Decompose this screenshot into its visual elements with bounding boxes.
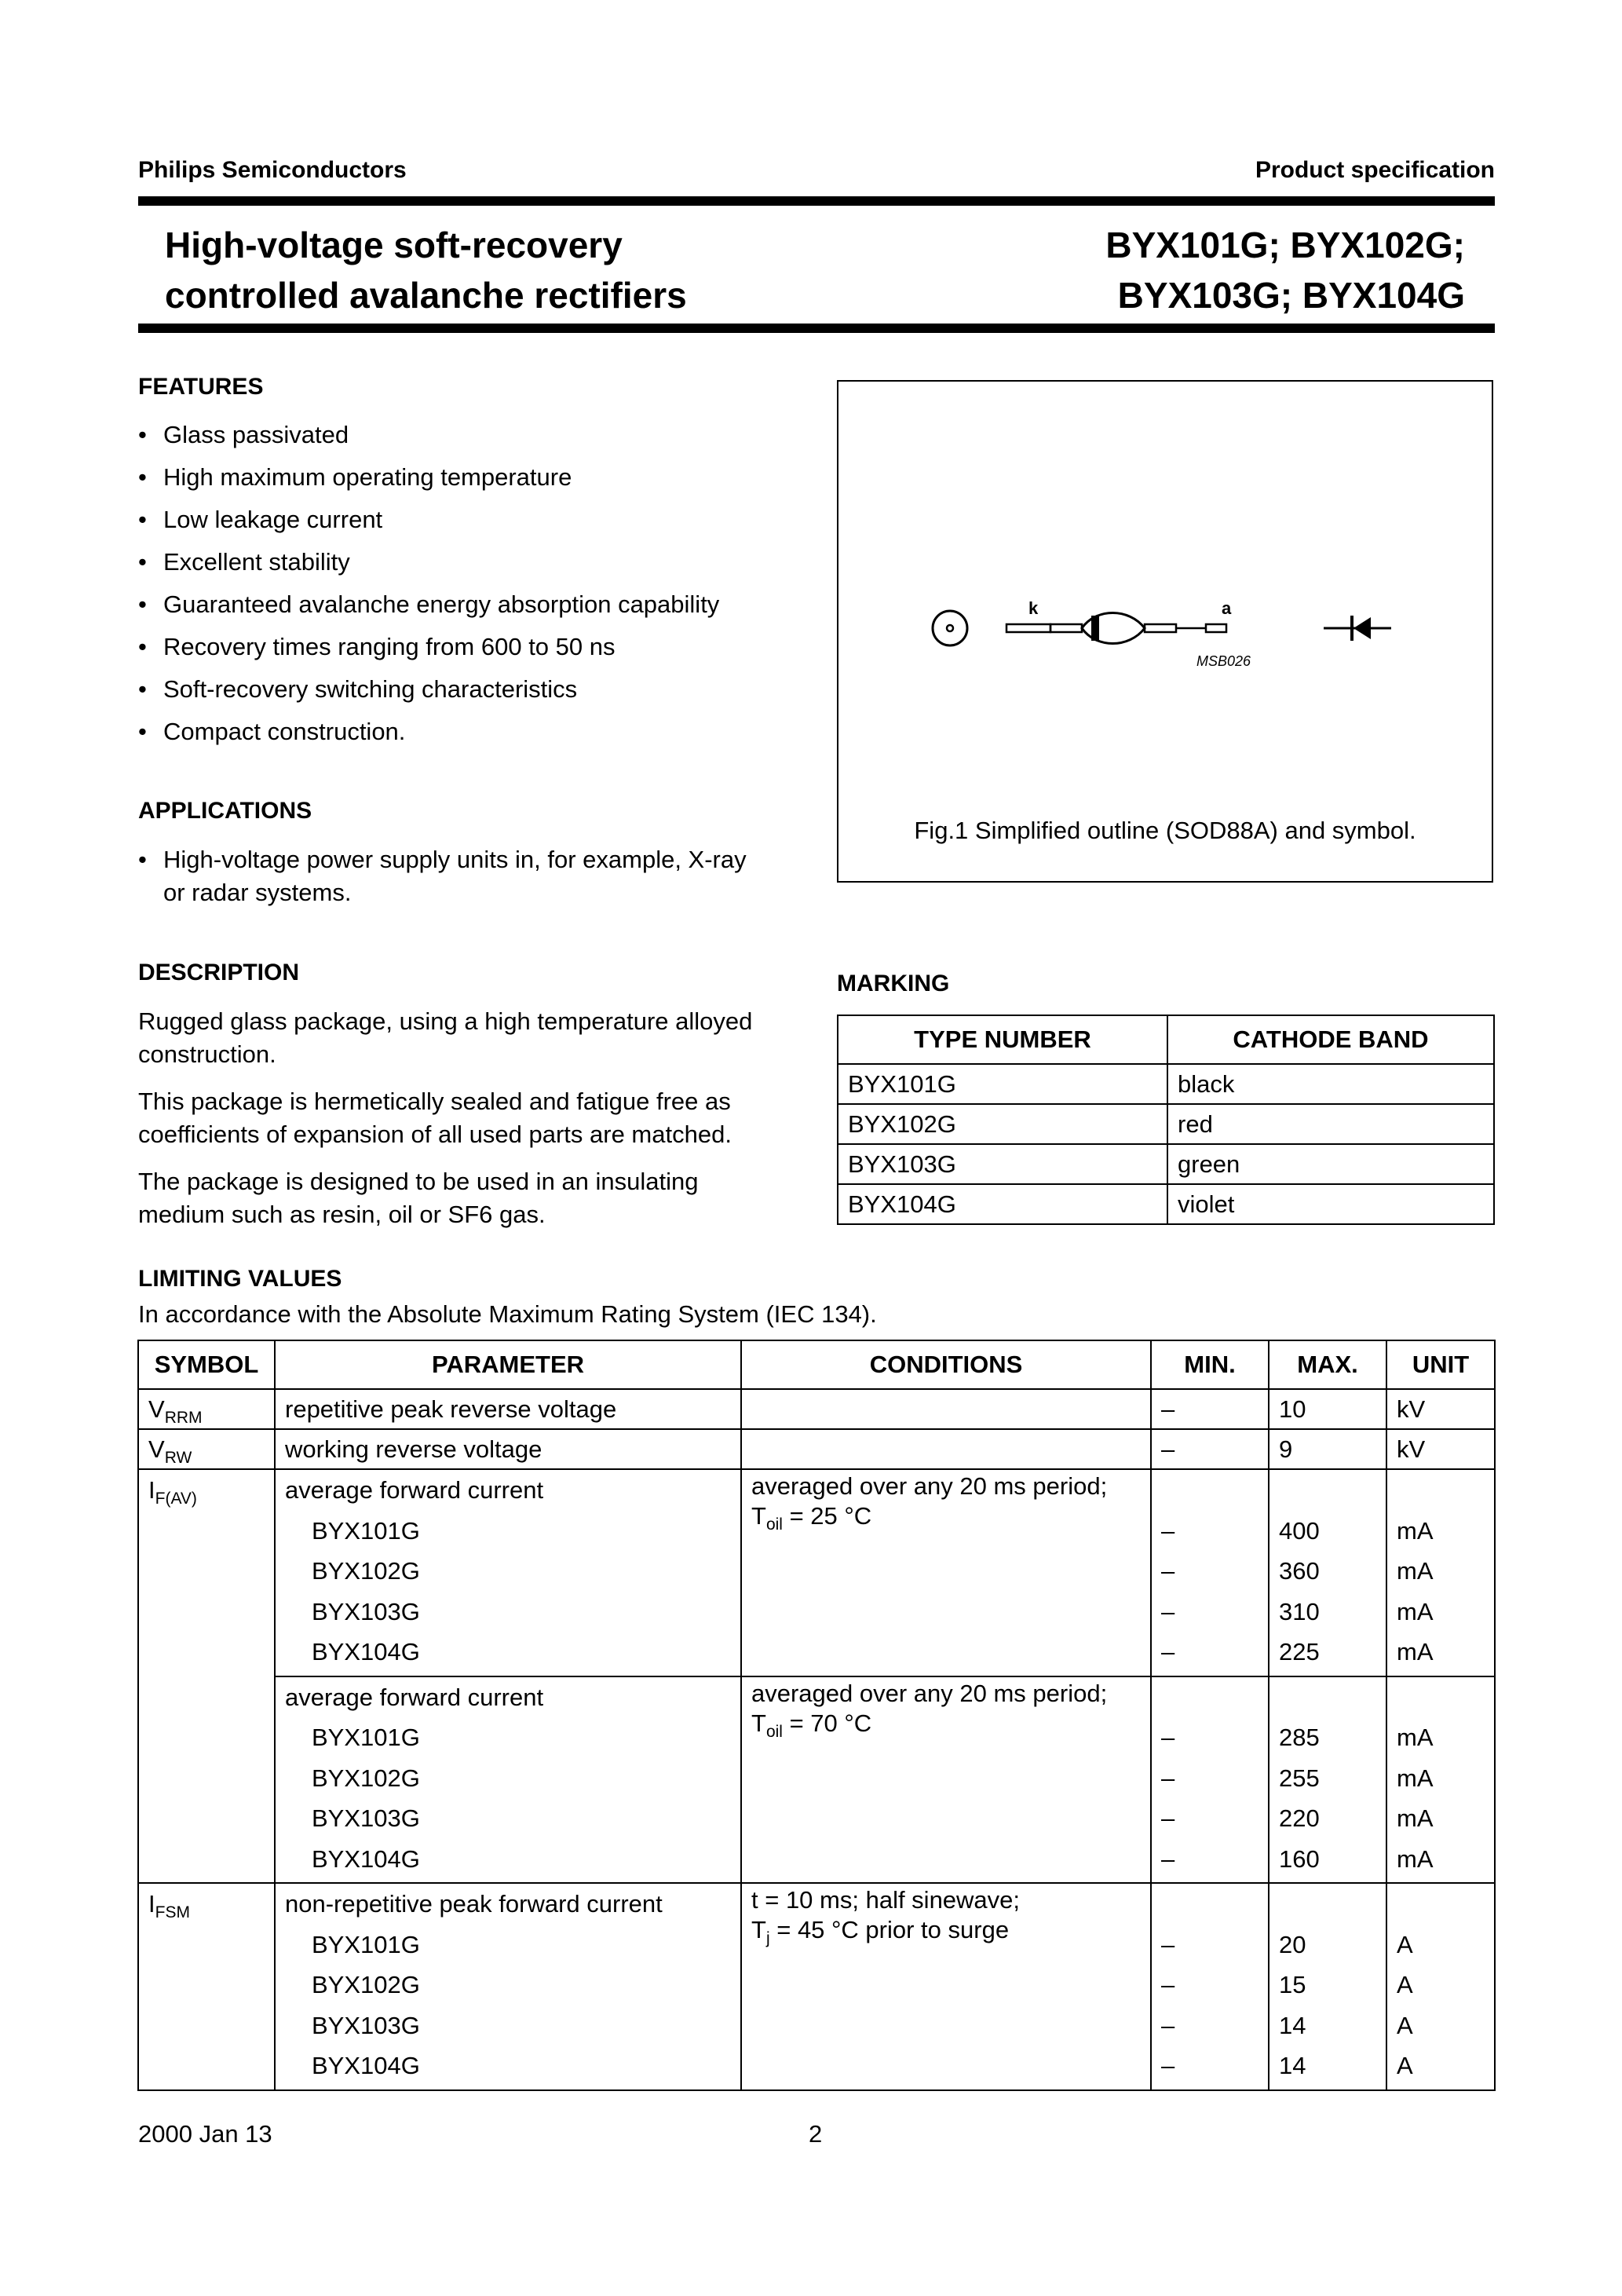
- cell-max: 400 360 310 225: [1269, 1469, 1386, 1676]
- figure-caption: Fig.1 Simplified outline (SOD88A) and symbol.: [914, 817, 1416, 844]
- cell-parameter: repetitive peak reverse voltage: [275, 1389, 741, 1429]
- cell-unit: mA mA mA mA: [1386, 1676, 1495, 1884]
- cell-min: – – – –: [1151, 1883, 1269, 2090]
- cell-symbol: $I_{FSM}$: [138, 1883, 275, 2090]
- company-name: Philips Semiconductors: [138, 157, 407, 183]
- cell-conditions: averaged over any 20 ms period; $T_{oil} = 25$ °C: [741, 1469, 1151, 1676]
- table-row: [838, 1144, 1494, 1184]
- cell-type: BYX102G: [838, 1104, 1167, 1144]
- table-header-row: [838, 1015, 1494, 1064]
- desc-p2-l1: This package is hermetically sealed and fatigue free as: [138, 1088, 731, 1115]
- cathode-band-mark: [1091, 616, 1099, 641]
- table-row: [138, 1429, 1495, 1469]
- marking-heading: MARKING: [837, 971, 950, 996]
- cell-min: –: [1151, 1389, 1269, 1429]
- cell-type: BYX103G: [838, 1144, 1167, 1184]
- col-type-number: TYPE NUMBER: [838, 1015, 1167, 1064]
- document-type: Product specification: [1255, 157, 1495, 183]
- desc-p2-l2: coefficients of expansion of all used parts are matched.: [138, 1121, 732, 1148]
- cell-min: –: [1151, 1429, 1269, 1469]
- features-heading: FEATURES: [138, 374, 264, 400]
- col-parameter: PARAMETER: [275, 1340, 741, 1389]
- cathode-lead: [1006, 624, 1050, 632]
- table-row: [138, 1389, 1495, 1429]
- col-max: MAX.: [1269, 1340, 1386, 1389]
- cell-max: 10: [1269, 1389, 1386, 1429]
- cell-conditions: averaged over any 20 ms period; $T_{oil} = 70$ °C: [741, 1676, 1151, 1884]
- limiting-intro: In accordance with the Absolute Maximum Rating System (IEC 134).: [138, 1300, 877, 1328]
- cell-type: BYX104G: [838, 1184, 1167, 1224]
- limiting-values-table: [137, 1340, 1496, 2091]
- cathode-lead-inner: [1050, 624, 1082, 632]
- bullet: •: [138, 846, 147, 873]
- table-row: [138, 1883, 1495, 2090]
- cell-band: violet: [1167, 1184, 1494, 1224]
- cell-band: black: [1167, 1064, 1494, 1104]
- applications-heading: APPLICATIONS: [138, 798, 312, 824]
- list-item: • Recovery times ranging from 600 to 50 ns: [138, 626, 813, 668]
- anode-lead-inner: [1145, 624, 1176, 632]
- title-rule: [138, 324, 1495, 333]
- description-text: [138, 1005, 829, 1231]
- cell-type: BYX101G: [838, 1064, 1167, 1104]
- cell-band: red: [1167, 1104, 1494, 1144]
- cell-unit: kV: [1386, 1429, 1495, 1469]
- list-item: • Glass passivated: [138, 414, 813, 456]
- list-item: • Guaranteed avalanche energy absorption capability: [138, 583, 813, 626]
- cell-symbol: $I_{F(AV)}$: [138, 1469, 275, 1883]
- table-row: [138, 1469, 1495, 1676]
- cell-max: 20 15 14 14: [1269, 1883, 1386, 2090]
- cell-symbol: $V_{RW}$: [138, 1429, 275, 1469]
- desc-p3-l1: The package is designed to be used in an insulating: [138, 1168, 699, 1195]
- list-item: • Low leakage current: [138, 499, 813, 541]
- parts-line-1: BYX101G; BYX102G;: [1105, 225, 1465, 265]
- desc-p1-l1: Rugged glass package, using a high temperature alloyed: [138, 1007, 753, 1035]
- limiting-heading: LIMITING VALUES: [138, 1266, 342, 1292]
- end-view-center: [947, 625, 953, 631]
- cell-parameter: working reverse voltage: [275, 1429, 741, 1469]
- document-title: [165, 220, 687, 320]
- diode-symbol-icon: [1353, 617, 1371, 639]
- col-cathode-band: CATHODE BAND: [1167, 1015, 1494, 1064]
- outline-drawing: [837, 380, 1493, 820]
- col-min: MIN.: [1151, 1340, 1269, 1389]
- title-line-2: controlled avalanche rectifiers: [165, 275, 687, 316]
- cell-max: 285 255 220 160: [1269, 1676, 1386, 1884]
- list-item: • Excellent stability: [138, 541, 813, 583]
- cell-min: – – – –: [1151, 1469, 1269, 1676]
- list-item: • Compact construction.: [138, 711, 813, 753]
- cell-symbol: $V_{RRM}$: [138, 1389, 275, 1429]
- cell-unit: kV: [1386, 1389, 1495, 1429]
- page-number: 2: [809, 2120, 823, 2148]
- cell-parameter: average forward current BYX101G BYX102G BYX103G BYX104G: [275, 1676, 741, 1884]
- col-unit: UNIT: [1386, 1340, 1495, 1389]
- description-heading: DESCRIPTION: [138, 960, 300, 985]
- parts-line-2: BYX103G; BYX104G: [1117, 275, 1465, 316]
- col-symbol: SYMBOL: [138, 1340, 275, 1389]
- label-k: k: [1028, 598, 1039, 618]
- desc-p1-l2: construction.: [138, 1040, 276, 1068]
- cell-conditions: t = 10 ms; half sinewave; $T_j = 45$ °C prior to surge: [741, 1883, 1151, 2090]
- cell-min: – – – –: [1151, 1676, 1269, 1884]
- list-item: • High maximum operating temperature: [138, 456, 813, 499]
- applications-line-2: or radar systems.: [163, 879, 352, 906]
- cell-parameter: average forward current BYX101G BYX102G BYX103G BYX104G: [275, 1469, 741, 1676]
- figure-code: MSB026: [1196, 653, 1251, 669]
- label-a: a: [1222, 598, 1232, 618]
- list-item: • Soft-recovery switching characteristics: [138, 668, 813, 711]
- table-header-row: [138, 1340, 1495, 1389]
- cell-unit: A A A A: [1386, 1883, 1495, 2090]
- table-row: [838, 1064, 1494, 1104]
- cell-unit: mA mA mA mA: [1386, 1469, 1495, 1676]
- table-row: [838, 1104, 1494, 1144]
- part-numbers: [1105, 220, 1465, 320]
- anode-lead: [1206, 624, 1226, 632]
- desc-p3-l2: medium such as resin, oil or SF6 gas.: [138, 1201, 546, 1228]
- cell-parameter: non-repetitive peak forward current BYX101G BYX102G BYX103G BYX104G: [275, 1883, 741, 2090]
- end-view-circle: [933, 611, 967, 645]
- marking-table: [837, 1015, 1495, 1225]
- features-list: [138, 414, 813, 753]
- table-row: [838, 1184, 1494, 1224]
- cell-conditions: [741, 1429, 1151, 1469]
- header-rule: [138, 196, 1495, 206]
- footer-date: 2000 Jan 13: [138, 2120, 272, 2148]
- table-row: [138, 1676, 1495, 1884]
- title-line-1: High-voltage soft-recovery: [165, 225, 623, 265]
- applications-line-1: High-voltage power supply units in, for example, X-ray: [163, 846, 747, 873]
- cell-band: green: [1167, 1144, 1494, 1184]
- col-conditions: CONDITIONS: [741, 1340, 1151, 1389]
- cell-max: 9: [1269, 1429, 1386, 1469]
- applications-text: [138, 843, 829, 909]
- cell-conditions: [741, 1389, 1151, 1429]
